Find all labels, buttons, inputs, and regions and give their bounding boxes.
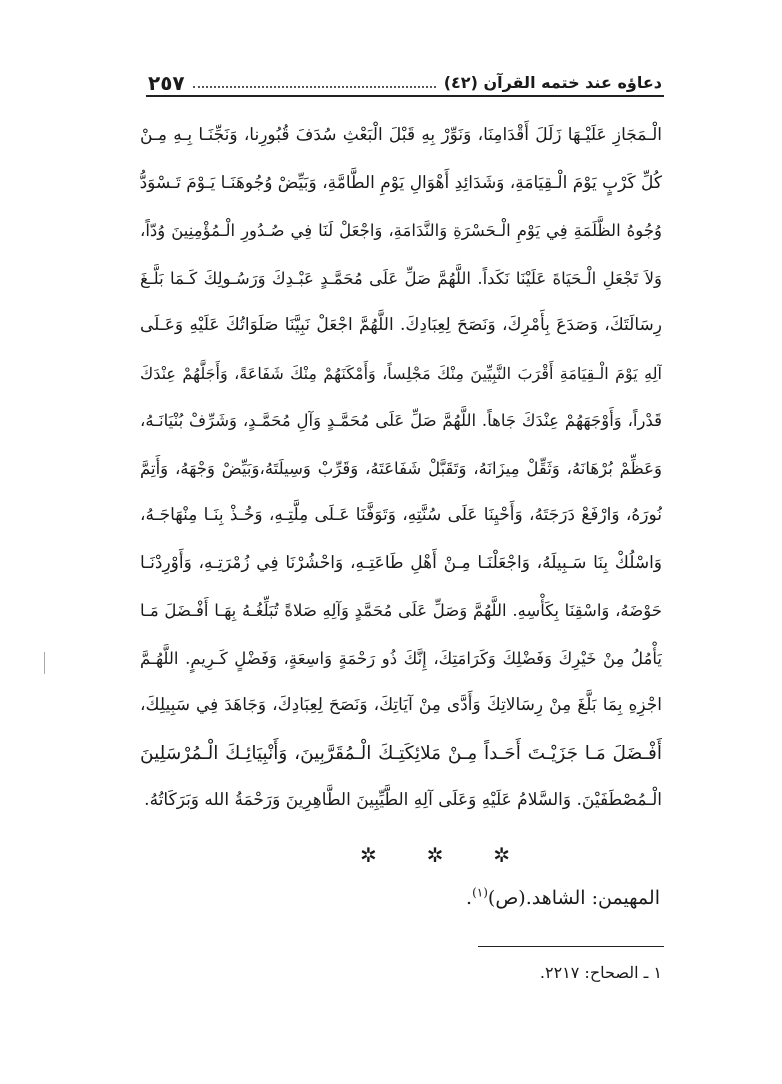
footnote: ١ ـ الصحاح: ٢٢١٧. — [539, 963, 662, 982]
running-header — [148, 58, 662, 94]
text-line: رِسَالَتَكَ، وَصَدَعَ بِأَمْرِكَ، وَنَصَحَ لِعِبَادِكَ. اللَّهُمَّ اجْعَلْ نَبِيَّنَا صَلَوَاتُكَ عَلَيْهِ وَعَـلَى — [140, 315, 662, 335]
text-line-last: الْـمُصْطَفَيْنَ. وَالسَّلامُ عَلَيْهِ وَعَلَى آلِهِ الطَّيِّبِينَ الطَّاهِرِينَ وَرَحْمَةُ الله وَبَرَكَاتُهُ. — [144, 790, 662, 810]
text-line: حَوْضَهُ، وَاسْقِنَا بِكَأْسِهِ. اللَّهُمَّ وَصَلِّ عَلَى مُحَمَّدٍ وَآلِهِ صَلاةً تُبَلِّغُـهُ بِهَـا أَفْـضَلَ مَـا — [140, 601, 662, 620]
header-dot-leader — [193, 86, 436, 88]
glossary-end: . — [466, 887, 473, 909]
text-line: وَلاَ تَجْعَلِ الْـحَيَاةَ عَلَيْنَا نَكَداً. اللَّهُمَّ صَلِّ عَلَى مُحَمَّـدٍ عَبْـدِكَ وَرَسُـولِكَ كَـمَا بَلَّـغَ — [140, 268, 662, 288]
text-line: نُورَهُ، وَارْفَعْ دَرَجَتَهُ، وَأَحْيِنَا عَلَى سُنَّتِهِ، وَتَوَفَّنَا عَـلَى مِلَّتِـهِ، وَخُـذْ بِنَـا مِنْهَاجَـهُ، — [140, 505, 662, 525]
text-line: وُجُوهُ الظَّلَمَةِ فِي يَوْمِ الْـحَسْرَةِ وَالنَّدَامَةِ، وَاجْعَلْ لَنَا فِي صُـدُورِ الْـمُؤْمِنِينَ وُدّاً، — [140, 221, 662, 240]
section-separator — [360, 843, 510, 867]
star-icon: ✲ — [493, 843, 510, 867]
text-line: آلِهِ يَوْمَ الْـقِيَامَةِ أَقْرَبَ النَّبِيِّينَ مِنْكَ مَجْلِساً، وَأَمْكَنَهُمْ مِنْكَ شَفَاعَةً، وَأَجَلَّهُمْ عِنْدَكَ — [140, 363, 662, 383]
star-icon: ✲ — [360, 843, 377, 867]
star-icon: ✲ — [426, 843, 444, 867]
text-line: أَفْـضَلَ مَـا جَزَيْـتَ أَحَـداً مِـنْ مَلائِكَتِـكَ الْـمُقَرَّبِينَ، وَأَنْبِيَائِـكَ الْـمُرْسَلِينَ — [140, 742, 662, 764]
header-rule — [146, 95, 664, 97]
footnote-rule — [478, 946, 664, 947]
text-line: اجْزِهِ بِمَا بَلَّغَ مِنْ رِسَالاتِكَ وَأَدَّى مِنْ آيَاتِكَ، وَنَصَحَ لِعِبَادِكَ، وَجَاهَدَ فِي سَبِيلِكَ، — [140, 695, 662, 715]
text-line: الْـمَجَازِ عَلَيْـهَا زَلَلَ أَقْدَامِنَا، وَنَوِّرْ بِهِ قَبْلَ الْبَعْثِ سُدَفَ قُبُورِنا، وَنَجِّنَـا بِـهِ مِـنْ — [140, 125, 662, 145]
text-line: كُلِّ كَرْبٍ يَوْمَ الْـقِيَامَةِ، وَشَدَائِدِ أَهْوَالِ يَوْمِ الطَّامَّةِ، وَبَيِّضْ وُجُوهَنَـا يَـوْمَ تَـسْوَدُّ — [140, 172, 662, 193]
text-line: وَاسْلُكْ بِنَا سَـبِيلَهُ، وَاجْعَلْنَـا مِـنْ أَهْلِ طَاعَتِـهِ، وَاحْشُرْنَا فِي زُمْرَتِـهِ، وَأَوْرِدْنَـا — [140, 552, 662, 573]
page-number: ٢٥٧ — [148, 71, 185, 95]
header-title: دعاؤه عند ختمه القرآن (٤٢) — [443, 73, 662, 92]
text-line: وَعَظِّمْ بُرْهَانَهُ، وَثَقِّلْ مِيزَانَهُ، وَتَقَبَّلْ شَفَاعَتَهُ، وَقَرِّبْ وَسِيلَتَهُ،وَبَيِّضْ وَجْهَهُ، وَأَتِمَّ — [140, 458, 662, 478]
footnote-ref: (١) — [472, 885, 488, 900]
text-line: يَأْمُلُ مِنْ خَيْرِكَ وَفَضْلِكَ وَكَرَامَتِكَ، إِنَّكَ ذُو رَحْمَةٍ وَاسِعَةٍ، وَفَضْلٍ كَـرِيمٍ. اللَّهُـمَّ — [140, 648, 662, 668]
glossary-text: المهيمن: الشاهد.(ص) — [487, 887, 660, 909]
supplication-text — [140, 112, 662, 832]
text-line: قَدْراً، وَأَوْجَهَهُمْ عِنْدَكَ جَاهاً. اللَّهُمَّ صَلِّ عَلَى مُحَمَّـدٍ وَآلِ مُحَمَّـدٍ، وَشَرِّفْ بُنْيَانَـهُ، — [140, 411, 662, 430]
margin-mark — [44, 652, 45, 674]
glossary-note — [300, 880, 660, 916]
